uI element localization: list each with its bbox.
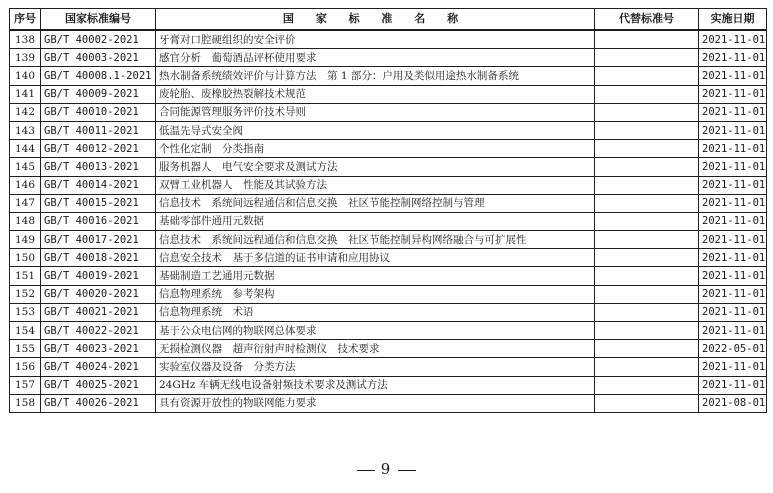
cell-replace [595, 140, 699, 158]
cell-date: 2021-08-01 [699, 394, 767, 412]
table-row [10, 121, 767, 139]
cell-name: 个性化定制 分类指南 [156, 140, 595, 158]
cell-name: 无损检测仪器 超声衍射声时检测仪 技术要求 [156, 340, 595, 358]
header-code: 国家标准编号 [41, 9, 156, 31]
table-row [10, 85, 767, 103]
header-date: 实施日期 [699, 9, 767, 31]
header-replace: 代替标准号 [595, 9, 699, 31]
cell-date: 2021-11-01 [699, 267, 767, 285]
cell-code: GB/T 40019-2021 [41, 267, 156, 285]
cell-date: 2021-11-01 [699, 85, 767, 103]
cell-seq: 146 [10, 176, 41, 194]
cell-date: 2021-11-01 [699, 67, 767, 85]
cell-code: GB/T 40022-2021 [41, 322, 156, 340]
cell-date: 2021-11-01 [699, 322, 767, 340]
cell-name: 信息技术 系统间远程通信和信息交换 社区节能控制异构网络融合与可扩展性 [156, 231, 595, 249]
cell-seq: 151 [10, 267, 41, 285]
table-row [10, 394, 767, 412]
cell-replace [595, 303, 699, 321]
cell-name: 信息物理系统 参考架构 [156, 285, 595, 303]
cell-replace [595, 194, 699, 212]
cell-seq: 144 [10, 140, 41, 158]
cell-replace [595, 121, 699, 139]
cell-name: 24GHz 车辆无线电设备射频技术要求及测试方法 [156, 376, 595, 394]
cell-replace [595, 49, 699, 67]
table-row [10, 140, 767, 158]
table-row [10, 49, 767, 67]
cell-name: 信息物理系统 术语 [156, 303, 595, 321]
cell-replace [595, 212, 699, 230]
table-row [10, 303, 767, 321]
cell-date: 2021-11-01 [699, 194, 767, 212]
page-number-dash-right [398, 470, 416, 471]
table-row [10, 358, 767, 376]
cell-date: 2021-11-01 [699, 49, 767, 67]
cell-name: 具有资源开放性的物联网能力要求 [156, 394, 595, 412]
cell-seq: 150 [10, 249, 41, 267]
table-row [10, 285, 767, 303]
cell-code: GB/T 40017-2021 [41, 231, 156, 249]
cell-code: GB/T 40009-2021 [41, 85, 156, 103]
table-row [10, 158, 767, 176]
cell-replace [595, 30, 699, 49]
table-row [10, 176, 767, 194]
cell-code: GB/T 40012-2021 [41, 140, 156, 158]
cell-code: GB/T 40014-2021 [41, 176, 156, 194]
table-row [10, 30, 767, 49]
cell-code: GB/T 40023-2021 [41, 340, 156, 358]
cell-replace [595, 103, 699, 121]
table-body [10, 30, 767, 412]
table-row [10, 231, 767, 249]
cell-seq: 156 [10, 358, 41, 376]
cell-name: 实验室仪器及设备 分类方法 [156, 358, 595, 376]
cell-code: GB/T 40003-2021 [41, 49, 156, 67]
cell-seq: 149 [10, 231, 41, 249]
cell-seq: 138 [10, 30, 41, 49]
cell-name: 服务机器人 电气安全要求及测试方法 [156, 158, 595, 176]
cell-code: GB/T 40016-2021 [41, 212, 156, 230]
cell-seq: 154 [10, 322, 41, 340]
cell-date: 2021-11-01 [699, 249, 767, 267]
cell-name: 信息技术 系统间远程通信和信息交换 社区节能控制网络控制与管理 [156, 194, 595, 212]
cell-seq: 145 [10, 158, 41, 176]
cell-replace [595, 158, 699, 176]
cell-code: GB/T 40018-2021 [41, 249, 156, 267]
cell-replace [595, 376, 699, 394]
cell-seq: 148 [10, 212, 41, 230]
cell-seq: 140 [10, 67, 41, 85]
cell-seq: 152 [10, 285, 41, 303]
cell-replace [595, 358, 699, 376]
header-seq: 序号 [10, 9, 41, 31]
header-name: 国 家 标 准 名 称 [156, 9, 595, 31]
cell-date: 2021-11-01 [699, 176, 767, 194]
table-row [10, 212, 767, 230]
cell-name: 低温先导式安全阀 [156, 121, 595, 139]
cell-seq: 141 [10, 85, 41, 103]
cell-replace [595, 249, 699, 267]
cell-code: GB/T 40010-2021 [41, 103, 156, 121]
cell-code: GB/T 40025-2021 [41, 376, 156, 394]
cell-name: 合同能源管理服务评价技术导则 [156, 103, 595, 121]
cell-date: 2021-11-01 [699, 285, 767, 303]
cell-name: 牙膏对口腔硬组织的安全评价 [156, 30, 595, 49]
cell-name: 感官分析 葡萄酒品评杯使用要求 [156, 49, 595, 67]
cell-name: 基础零部件通用元数据 [156, 212, 595, 230]
cell-replace [595, 322, 699, 340]
cell-date: 2021-11-01 [699, 103, 767, 121]
cell-name: 信息安全技术 基于多信道的证书申请和应用协议 [156, 249, 595, 267]
cell-date: 2021-11-01 [699, 376, 767, 394]
cell-replace [595, 231, 699, 249]
standards-table [9, 8, 767, 413]
table-row [10, 340, 767, 358]
cell-date: 2021-11-01 [699, 212, 767, 230]
cell-seq: 142 [10, 103, 41, 121]
cell-date: 2021-11-01 [699, 158, 767, 176]
page-number [0, 460, 773, 478]
cell-code: GB/T 40015-2021 [41, 194, 156, 212]
table-row [10, 67, 767, 85]
table-row [10, 194, 767, 212]
cell-date: 2021-11-01 [699, 140, 767, 158]
cell-code: GB/T 40026-2021 [41, 394, 156, 412]
cell-date: 2021-11-01 [699, 358, 767, 376]
cell-date: 2021-11-01 [699, 121, 767, 139]
cell-seq: 157 [10, 376, 41, 394]
cell-code: GB/T 40008.1-2021 [41, 67, 156, 85]
table-header-row [10, 9, 767, 31]
page-number-dash-left [357, 470, 375, 471]
table-row [10, 267, 767, 285]
cell-seq: 139 [10, 49, 41, 67]
cell-replace [595, 85, 699, 103]
cell-code: GB/T 40020-2021 [41, 285, 156, 303]
cell-name: 双臂工业机器人 性能及其试验方法 [156, 176, 595, 194]
cell-replace [595, 340, 699, 358]
cell-date: 2021-11-01 [699, 303, 767, 321]
table-row [10, 103, 767, 121]
cell-name: 废轮胎、废橡胶热裂解技术规范 [156, 85, 595, 103]
table-row [10, 376, 767, 394]
cell-name: 热水制备系统绩效评价与计算方法 第 1 部分：户用及类似用途热水制备系统 [156, 67, 595, 85]
cell-seq: 147 [10, 194, 41, 212]
cell-seq: 158 [10, 394, 41, 412]
cell-code: GB/T 40002-2021 [41, 30, 156, 49]
cell-replace [595, 394, 699, 412]
cell-date: 2022-05-01 [699, 340, 767, 358]
cell-date: 2021-11-01 [699, 231, 767, 249]
cell-code: GB/T 40024-2021 [41, 358, 156, 376]
cell-replace [595, 67, 699, 85]
page-number-value: 9 [380, 460, 393, 478]
table-row [10, 249, 767, 267]
cell-code: GB/T 40021-2021 [41, 303, 156, 321]
cell-replace [595, 267, 699, 285]
cell-seq: 143 [10, 121, 41, 139]
cell-name: 基于公众电信网的物联网总体要求 [156, 322, 595, 340]
cell-name: 基础制造工艺通用元数据 [156, 267, 595, 285]
cell-code: GB/T 40011-2021 [41, 121, 156, 139]
cell-date: 2021-11-01 [699, 30, 767, 49]
cell-seq: 155 [10, 340, 41, 358]
cell-replace [595, 285, 699, 303]
cell-replace [595, 176, 699, 194]
cell-seq: 153 [10, 303, 41, 321]
table-row [10, 322, 767, 340]
cell-code: GB/T 40013-2021 [41, 158, 156, 176]
